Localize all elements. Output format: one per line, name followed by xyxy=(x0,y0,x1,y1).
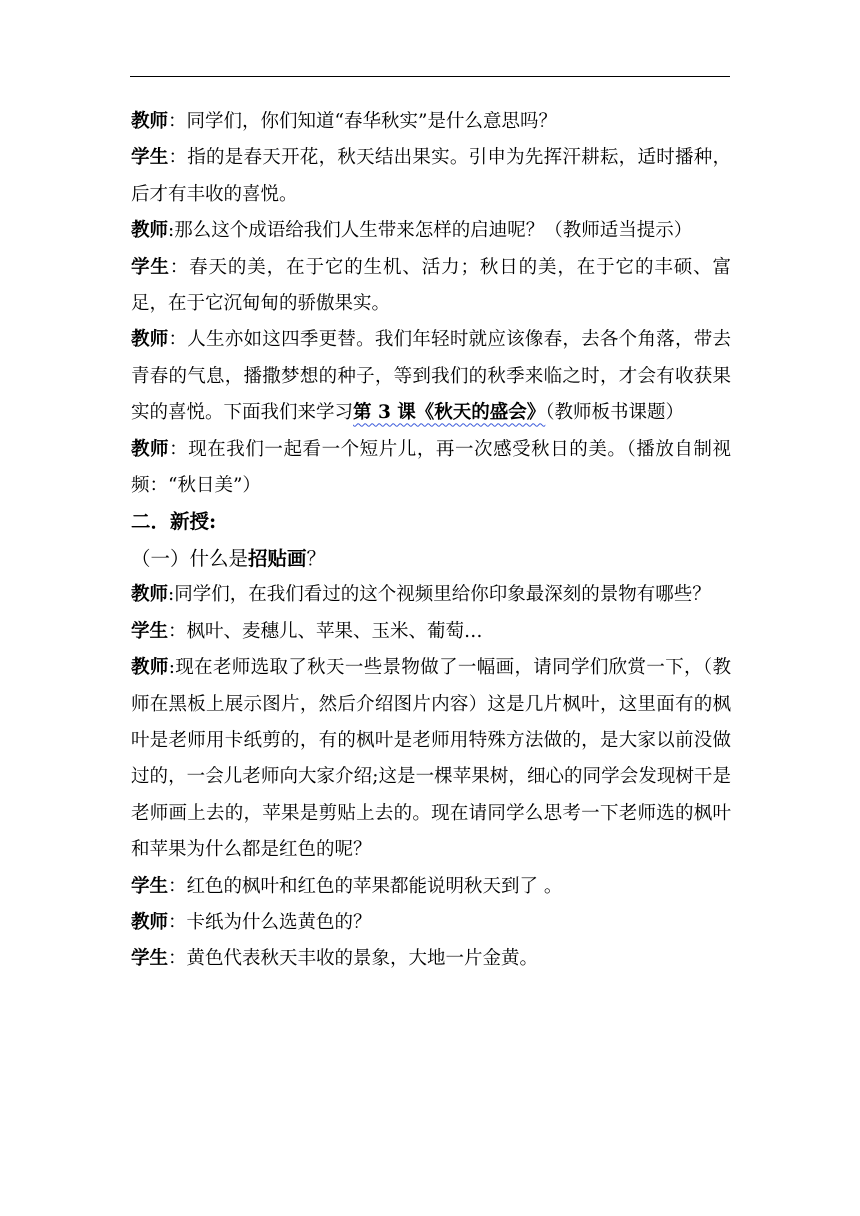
speaker-separator: ： xyxy=(168,111,187,132)
speaker-label: 学生 xyxy=(131,147,169,169)
speaker-separator: : xyxy=(168,657,175,679)
dialogue-line xyxy=(131,941,731,977)
dialogue-line xyxy=(131,140,731,213)
speaker-separator: : xyxy=(168,220,175,242)
speaker-separator: ： xyxy=(169,256,190,278)
speaker-separator: ： xyxy=(168,147,188,169)
speaker-separator: ： xyxy=(168,620,187,642)
dialogue-text: 卡纸为什么选黄色的？ xyxy=(186,911,372,933)
lesson-title-reference: 第 3 课《秋天的盛会》 xyxy=(353,402,546,424)
dialogue-text: 现在老师选取了秋天一些景物做了一幅画，请同学们欣赏一下，（教师在黑板上展示图片，然后介绍图片内容）这是几片枫叶，这里面有的枫叶是老师用卡纸剪的，有的枫叶是老师用特殊方法做的，是大家以前没做过的，一会儿老师向大家介绍;这是一棵苹果树，细心的同学会发现树干是老师画上去的，苹果是剪贴上去的。现在请同学么思考一下老师选的枫叶和苹果为什么都是红色的呢？ xyxy=(131,657,731,861)
subsection-heading xyxy=(131,541,731,577)
dialogue-line xyxy=(131,322,731,431)
speaker-label: 学生 xyxy=(131,875,169,897)
dialogue-line xyxy=(131,614,731,650)
speaker-label: 教师 xyxy=(131,329,169,351)
speaker-label: 学生 xyxy=(131,620,169,642)
speaker-separator: ： xyxy=(168,911,187,933)
dialogue-text: 同学们，在我们看过的这个视频里给你印象最深刻的景物有哪些？ xyxy=(174,584,711,606)
section-heading: 二．新授: xyxy=(131,510,217,534)
dialogue-text: 黄色代表秋天丰收的景象，大地一片金黄。 xyxy=(186,948,539,970)
speaker-label: 教师 xyxy=(131,111,169,132)
dialogue-line xyxy=(131,869,731,905)
speaker-label: 学生 xyxy=(131,948,169,970)
dialogue-line xyxy=(131,577,731,613)
dialogue-line xyxy=(131,250,731,323)
dialogue-text: 现在我们一起看一个短片儿，再一次感受秋日的美。（播放自制视频：“秋日美”） xyxy=(131,438,731,497)
speaker-label: 教师 xyxy=(131,438,170,460)
dialogue-line xyxy=(131,650,731,868)
document-body xyxy=(131,104,731,978)
dialogue-text: 指的是春天开花，秋天结出果实。引申为先挥汗耕耘，适时播种，后才有丰收的喜悦。 xyxy=(131,147,731,205)
dialogue-text: 那么这个成语给我们人生带来怎样的启迪呢？（教师适当提示） xyxy=(174,220,693,242)
dialogue-line xyxy=(131,213,731,249)
speaker-label: 教师 xyxy=(131,911,169,933)
dialogue-text: 红色的枫叶和红色的苹果都能说明秋天到了 。 xyxy=(186,875,563,897)
dialogue-line xyxy=(131,104,731,140)
subsection-prefix: （一）什么是 xyxy=(131,546,249,570)
speaker-label: 学生 xyxy=(131,256,170,278)
speaker-separator: ： xyxy=(168,948,187,970)
dialogue-text-after: （教师板书课题） xyxy=(545,402,685,424)
speaker-separator: ： xyxy=(169,438,189,460)
speaker-label: 教师 xyxy=(131,657,169,679)
dialogue-text: 枫叶、麦穗儿、苹果、玉米、葡萄… xyxy=(186,620,483,642)
speaker-label: 教师 xyxy=(131,584,169,606)
subsection-keyword: 招贴画 xyxy=(248,546,307,570)
dialogue-text: 春天的美，在于它的生机、活力；秋日的美，在于它的丰硕、富足，在于它沉甸甸的骄傲果实。 xyxy=(131,256,731,315)
speaker-separator: ： xyxy=(168,329,188,351)
speaker-separator: : xyxy=(168,584,175,606)
speaker-separator: ： xyxy=(168,875,187,897)
dialogue-line xyxy=(131,905,731,941)
dialogue-text: 人生亦如这四季更替。我们年轻时就应该像春，去各个角落，带去青春的气息，播撒梦想的种子，等到我们的秋季来临之时，才会有收获果实的喜悦。下面我们来学习 xyxy=(131,329,731,424)
dialogue-line xyxy=(131,432,731,505)
header-rule xyxy=(130,76,730,77)
dialogue-text: 同学们，你们知道“春华秋实”是什么意思吗？ xyxy=(186,111,557,132)
subsection-suffix: ？ xyxy=(306,546,327,570)
speaker-label: 教师 xyxy=(131,220,169,242)
